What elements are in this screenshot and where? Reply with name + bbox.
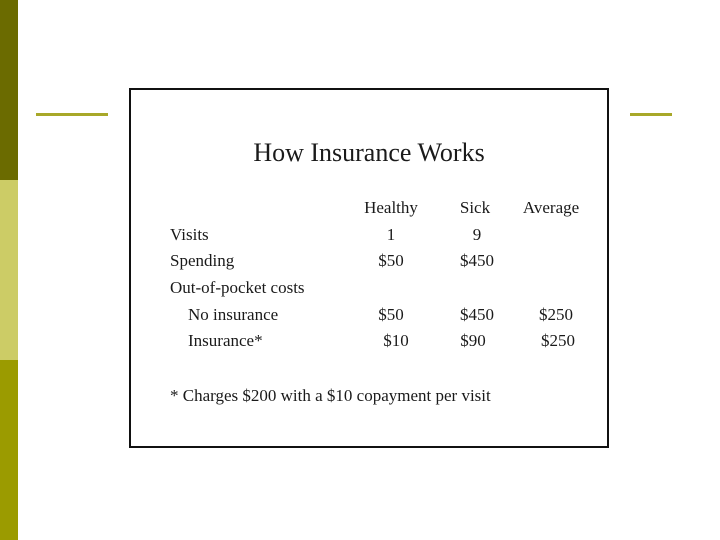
cell-no-insurance-sick: $450 — [460, 305, 494, 324]
sidebar-segment-top — [0, 0, 18, 180]
cell-no-insurance-healthy: $50 — [378, 305, 404, 324]
cell-spending-sick: $450 — [460, 251, 494, 270]
slide-footnote: * Charges $200 with a $10 copayment per visit — [170, 386, 491, 405]
slide-content-frame — [129, 88, 609, 448]
column-header-average: Average — [522, 198, 580, 217]
cell-spending-healthy: $50 — [378, 251, 404, 270]
row-label-out-of-pocket: Out-of-pocket costs — [170, 278, 305, 297]
row-label-no-insurance: No insurance — [188, 305, 279, 324]
sidebar-color-bar — [0, 0, 18, 540]
column-header-healthy: Healthy — [364, 198, 418, 217]
column-header-sick: Sick — [459, 198, 491, 217]
sidebar-segment-bottom — [0, 360, 18, 540]
sidebar-segment-middle — [0, 180, 18, 360]
cell-insurance-average: $250 — [541, 331, 575, 350]
row-label-spending: Spending — [170, 251, 235, 270]
cell-insurance-sick: $90 — [460, 331, 486, 350]
row-label-insurance: Insurance* — [188, 331, 263, 350]
accent-rule-left — [36, 113, 108, 116]
slide-title: How Insurance Works — [253, 138, 485, 167]
cell-visits-sick: 9 — [472, 225, 482, 244]
cell-no-insurance-average: $250 — [539, 305, 573, 324]
row-label-visits: Visits — [170, 225, 209, 244]
cell-insurance-healthy: $10 — [383, 331, 409, 350]
cell-visits-healthy: 1 — [386, 225, 396, 244]
accent-rule-right — [630, 113, 672, 116]
